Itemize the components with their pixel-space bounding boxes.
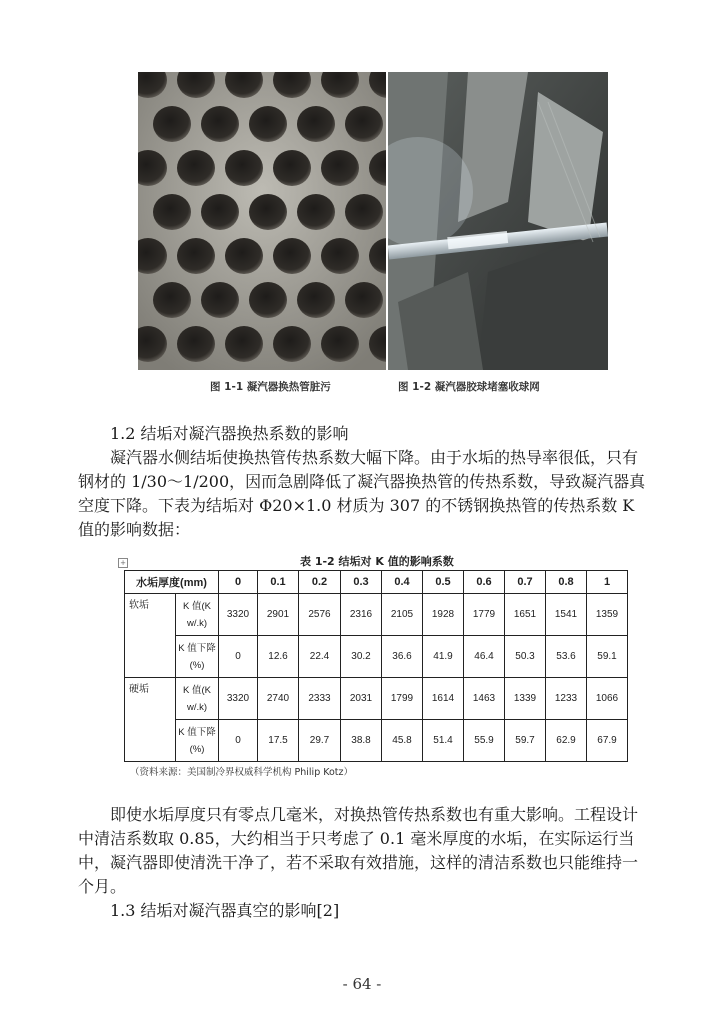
tube-hole bbox=[249, 194, 287, 230]
table-cell: 2105 bbox=[382, 594, 423, 636]
table-cell: 22.4 bbox=[299, 636, 341, 678]
thickness-col: 0.6 bbox=[464, 571, 505, 594]
table-cell: 51.4 bbox=[423, 720, 464, 762]
section-1-2-paragraph: 凝汽器水侧结垢使换热管传热系数大幅下降。由于水垢的热导率很低，只有钢材的 1/30～1/200，因而急剧降低了凝汽器换热管的传热系数，导致凝汽器真空度下降。下表为结垢对 Φ20×1.0 材质为 307 的不锈钢换热管的传热系数 K 值的影响数据： bbox=[78, 448, 646, 539]
section-1-2-heading: 1.2 结垢对凝汽器换热系数的影响 bbox=[110, 424, 349, 443]
thickness-col: 0.8 bbox=[546, 571, 587, 594]
group-hard-scale: 硬垢 bbox=[125, 678, 176, 762]
paragraph-after-table: 即使水垢厚度只有零点几毫米，对换热管传热系数也有重大影响。工程设计中清洁系数取 0.85，大约相当于只考虑了 0.1 毫米厚度的水垢，在实际运行当中，凝汽器即使清洗干净了，若不采取有效措施，这样的清洁系数也只能维持一个月。 bbox=[78, 805, 639, 896]
tube-hole bbox=[201, 282, 239, 318]
table-cell: 12.6 bbox=[258, 636, 299, 678]
tube-hole bbox=[153, 282, 191, 318]
table-cell: 59.7 bbox=[505, 720, 546, 762]
tube-hole bbox=[321, 238, 359, 274]
table-cell: 1779 bbox=[464, 594, 505, 636]
thickness-col: 0 bbox=[219, 571, 258, 594]
table-cell: 2333 bbox=[299, 678, 341, 720]
tube-hole bbox=[273, 150, 311, 186]
table-cell: 1066 bbox=[587, 678, 628, 720]
tube-hole bbox=[321, 150, 359, 186]
table-cell: 1928 bbox=[423, 594, 464, 636]
table-cell: 30.2 bbox=[341, 636, 382, 678]
table-cell: 36.6 bbox=[382, 636, 423, 678]
tube-hole bbox=[345, 282, 383, 318]
table-anchor-mark: + bbox=[118, 558, 128, 568]
table-cell: 2031 bbox=[341, 678, 382, 720]
row-label: K 值下降 (%) bbox=[176, 636, 219, 678]
table-cell: 1233 bbox=[546, 678, 587, 720]
table-source-note: （资料来源：美国制冷界权威科学机构 Philip Kotz） bbox=[130, 767, 354, 778]
table-row bbox=[125, 594, 628, 636]
table-cell: 46.4 bbox=[464, 636, 505, 678]
table-cell: 67.9 bbox=[587, 720, 628, 762]
thickness-col: 0.4 bbox=[382, 571, 423, 594]
tube-hole bbox=[153, 194, 191, 230]
row-label: K 值下降 (%) bbox=[176, 720, 219, 762]
tube-hole bbox=[273, 238, 311, 274]
table-cell: 1463 bbox=[464, 678, 505, 720]
table-title: 表 1-2 结垢对 K 值的影响系数 bbox=[300, 555, 454, 568]
table-row bbox=[125, 678, 628, 720]
tube-hole bbox=[297, 282, 335, 318]
table-cell: 59.1 bbox=[587, 636, 628, 678]
table-cell: 29.7 bbox=[299, 720, 341, 762]
tube-hole bbox=[273, 326, 311, 362]
table-cell: 1799 bbox=[382, 678, 423, 720]
figure-tube-sheet-photo bbox=[138, 72, 386, 370]
table-cell: 38.8 bbox=[341, 720, 382, 762]
tube-hole bbox=[201, 194, 239, 230]
tube-hole bbox=[345, 194, 383, 230]
table-cell: 62.9 bbox=[546, 720, 587, 762]
tube-hole bbox=[225, 238, 263, 274]
tube-hole bbox=[177, 150, 215, 186]
tube-hole bbox=[249, 106, 287, 142]
table-row bbox=[125, 720, 628, 762]
thickness-col: 0.7 bbox=[505, 571, 546, 594]
k-value-table bbox=[124, 570, 628, 762]
table-cell: 45.8 bbox=[382, 720, 423, 762]
table-cell: 3320 bbox=[219, 678, 258, 720]
tube-hole bbox=[345, 106, 383, 142]
tube-hole bbox=[177, 238, 215, 274]
thickness-col: 0.3 bbox=[341, 571, 382, 594]
row-label: K 值(K w/.k) bbox=[176, 594, 219, 636]
tube-hole bbox=[297, 106, 335, 142]
section-1-3-heading: 1.3 结垢对凝汽器真空的影响[2] bbox=[110, 901, 340, 920]
table-cell: 55.9 bbox=[464, 720, 505, 762]
table-cell: 17.5 bbox=[258, 720, 299, 762]
table-cell: 2316 bbox=[341, 594, 382, 636]
table-cell: 2740 bbox=[258, 678, 299, 720]
tube-hole bbox=[225, 326, 263, 362]
table-cell: 3320 bbox=[219, 594, 258, 636]
table-cell: 1339 bbox=[505, 678, 546, 720]
table-row bbox=[125, 636, 628, 678]
table-cell: 2901 bbox=[258, 594, 299, 636]
tube-hole bbox=[177, 326, 215, 362]
table-cell: 1541 bbox=[546, 594, 587, 636]
page-number: - 64 - bbox=[342, 975, 382, 993]
ball-collector-image bbox=[388, 72, 608, 370]
table-cell: 1651 bbox=[505, 594, 546, 636]
table-cell: 53.6 bbox=[546, 636, 587, 678]
group-soft-scale: 软垢 bbox=[125, 594, 176, 678]
table-cell: 2576 bbox=[299, 594, 341, 636]
table-cell: 0 bbox=[219, 720, 258, 762]
figure-1-2-caption: 图 1-2 凝汽器胶球堵塞收球网 bbox=[398, 381, 540, 393]
table-cell: 0 bbox=[219, 636, 258, 678]
tube-hole bbox=[297, 194, 335, 230]
figure-1-1-caption: 图 1-1 凝汽器换热管脏污 bbox=[210, 381, 331, 393]
tube-hole bbox=[153, 106, 191, 142]
table-cell: 1359 bbox=[587, 594, 628, 636]
tube-hole bbox=[201, 106, 239, 142]
table-header-row bbox=[125, 571, 628, 594]
thickness-col: 0.2 bbox=[299, 571, 341, 594]
row-label: K 值(K w/.k) bbox=[176, 678, 219, 720]
table-cell: 1614 bbox=[423, 678, 464, 720]
thickness-col: 1 bbox=[587, 571, 628, 594]
thickness-col: 0.1 bbox=[258, 571, 299, 594]
thickness-header: 水垢厚度(mm) bbox=[125, 571, 219, 594]
figure-ball-collector-photo bbox=[388, 72, 608, 370]
tube-sheet-image bbox=[138, 72, 386, 370]
tube-hole bbox=[321, 326, 359, 362]
thickness-col: 0.5 bbox=[423, 571, 464, 594]
tube-hole bbox=[225, 150, 263, 186]
table-cell: 50.3 bbox=[505, 636, 546, 678]
table-cell: 41.9 bbox=[423, 636, 464, 678]
tube-hole bbox=[249, 282, 287, 318]
